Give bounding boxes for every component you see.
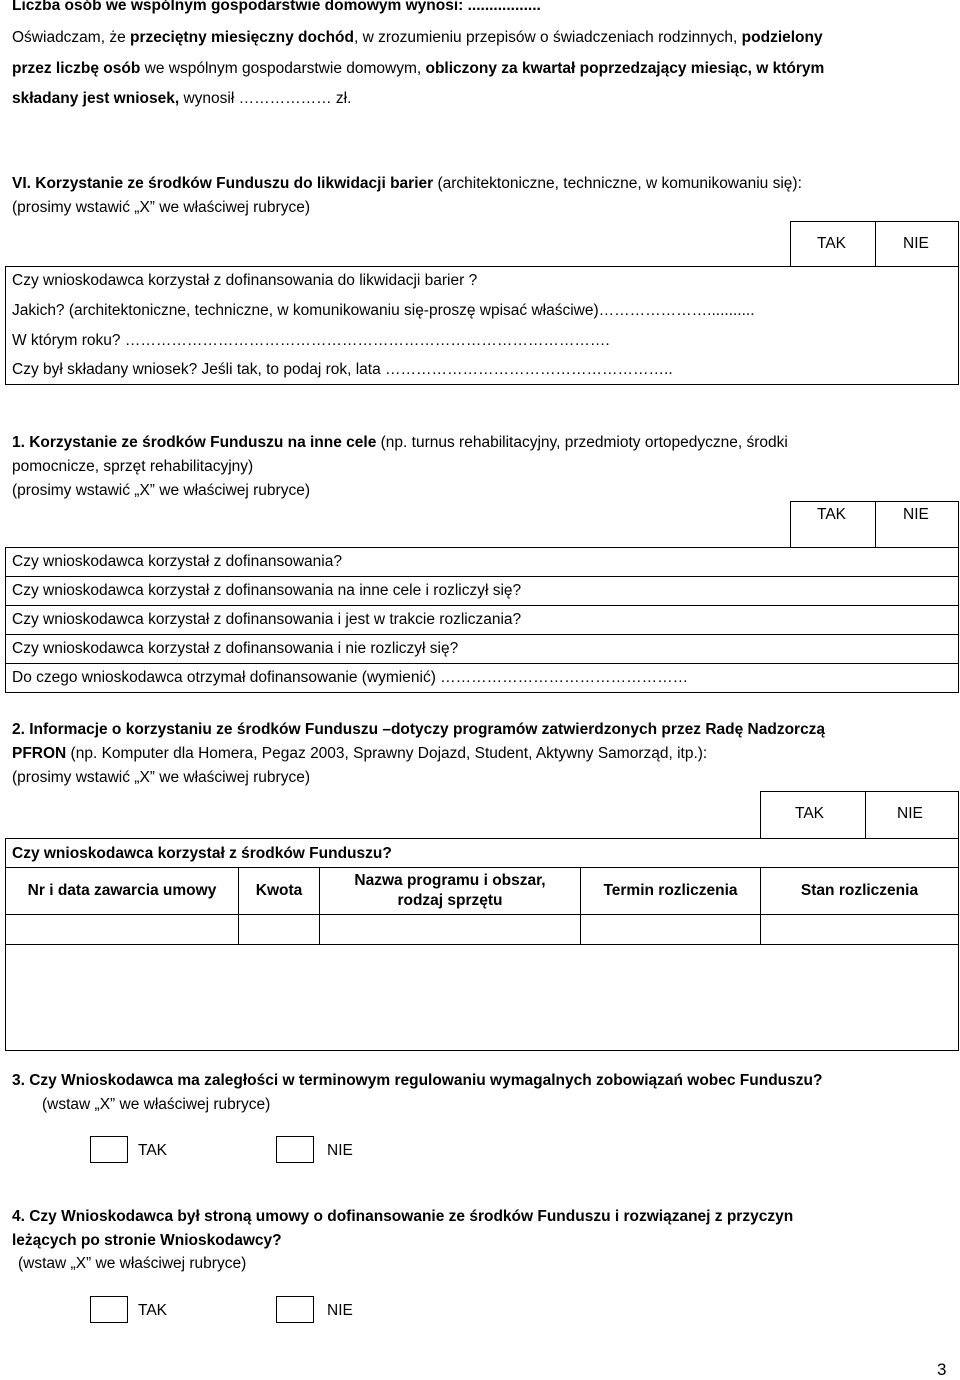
table-line — [5, 944, 959, 945]
table-line — [958, 221, 959, 385]
section1-title — [12, 434, 954, 452]
tak-label: TAK — [138, 1302, 167, 1319]
tak-label: TAK — [817, 506, 846, 523]
income-statement-line1 — [12, 29, 823, 47]
section1-title-line2: pomocnicze, sprzęt rehabilitacyjny) — [12, 458, 254, 475]
table-line — [5, 663, 959, 664]
question-row: Czy wnioskodawca korzystał z dofinansowania i jest w trakcie rozliczania? — [12, 611, 522, 628]
nie-label: NIE — [903, 235, 929, 252]
section6-title — [12, 175, 802, 193]
section6-instruction: (prosimy wstawić „X” we właściwej rubryce) — [12, 199, 310, 216]
table-line — [5, 1050, 959, 1051]
table-line — [5, 547, 6, 693]
table-line — [865, 791, 866, 839]
barrier-question: Czy wnioskodawca korzystał z dofinansowania do likwidacji barier ? — [12, 272, 478, 289]
text-bold: składany jest wniosek, — [12, 90, 180, 107]
tak-label: TAK — [138, 1142, 167, 1159]
text-bold: przez liczbę osób — [12, 60, 141, 77]
table-line — [238, 867, 239, 945]
household-size-line: Liczba osób we wspólnym gospodarstwie domowym wynosi: ................. — [12, 0, 541, 14]
text-bold: 1. Korzystanie ze środków Funduszu na inne cele — [12, 434, 377, 451]
table-line — [5, 914, 959, 915]
nie-label: NIE — [327, 1142, 353, 1159]
text: Oświadczam, że — [12, 29, 131, 46]
text: (np. turnus rehabilitacyjny, przedmioty ortopedyczne, środki — [376, 434, 788, 451]
tak-checkbox[interactable] — [90, 1296, 128, 1323]
section3-instruction: (wstaw „X” we właściwej rubryce) — [42, 1096, 271, 1113]
table-line — [790, 221, 791, 267]
table-line — [5, 384, 959, 385]
table-line — [760, 791, 959, 792]
table-line — [958, 791, 959, 1051]
table-line — [760, 791, 761, 839]
question-row: Do czego wnioskodawca otrzymał dofinansowanie (wymienić) ………………………………………… — [12, 669, 689, 686]
nie-label: NIE — [327, 1302, 353, 1319]
text-bold: VI. Korzystanie ze środków Funduszu do likwidacji barier — [12, 175, 434, 192]
text-bold: obliczony za kwartał poprzedzający miesiąc, w którym — [425, 60, 825, 77]
barrier-type-question: Jakich? (architektoniczne, techniczne, w komunikowaniu się-proszę wpisać właściwe)…………………........... — [12, 302, 755, 319]
section4-title: 4. Czy Wnioskodawca był stroną umowy o dofinansowanie ze środków Funduszu i rozwiązanej z przyczyn — [12, 1208, 794, 1225]
column-header-amount: Kwota — [255, 882, 303, 899]
fund-question: Czy wnioskodawca korzystał z środków Funduszu? — [12, 845, 392, 862]
nie-label: NIE — [903, 506, 929, 523]
text: (np. Komputer dla Homera, Pegaz 2003, Sprawny Dojazd, Student, Aktywny Samorząd, itp.): — [66, 745, 708, 762]
table-line — [319, 867, 320, 945]
column-header-program: Nazwa programu i obszar, rodzaj sprzętu — [354, 872, 546, 909]
table-line — [5, 266, 6, 385]
table-line — [5, 634, 959, 635]
income-statement-line2 — [12, 60, 824, 78]
table-line — [5, 838, 959, 839]
section3-title: 3. Czy Wnioskodawca ma zaległości w terminowym regulowaniu wymagalnych zobowiązań wobec Funduszu? — [12, 1072, 823, 1089]
section4-title-line2: leżących po stronie Wnioskodawcy? — [12, 1232, 282, 1249]
tak-label: TAK — [817, 235, 846, 252]
table-line — [958, 501, 959, 693]
text-bold: przeciętny miesięczny dochód — [130, 29, 354, 46]
question-row: Czy wnioskodawca korzystał z dofinansowania na inne cele i rozliczył się? — [12, 582, 522, 599]
table-line — [5, 692, 959, 693]
table-line — [5, 547, 959, 548]
table-line — [5, 266, 959, 267]
text: we wspólnym gospodarstwie domowym, — [140, 60, 426, 77]
table-line — [580, 867, 581, 945]
page-number: 3 — [937, 1360, 947, 1379]
table-line — [5, 867, 959, 868]
nie-checkbox[interactable] — [276, 1136, 314, 1163]
barrier-year-question: W którym roku? …………………………………………………………………………………. — [12, 332, 610, 349]
table-line — [875, 501, 876, 548]
text: (architektoniczne, techniczne, w komunikowaniu się): — [433, 175, 802, 192]
table-line — [875, 221, 876, 267]
section2-title-line2 — [12, 745, 707, 763]
nie-checkbox[interactable] — [276, 1296, 314, 1323]
column-header-status: Stan rozliczenia — [800, 882, 919, 899]
table-line — [760, 867, 761, 945]
text-bold: podzielony — [741, 29, 823, 46]
table-line — [5, 838, 6, 1051]
table-line — [790, 501, 791, 548]
question-row: Czy wnioskodawca korzystał z dofinansowania? — [12, 553, 342, 570]
tak-label: TAK — [795, 805, 824, 822]
table-line — [5, 576, 959, 577]
text: , w zrozumieniu przepisów o świadczeniach rodzinnych, — [353, 29, 742, 46]
section1-instruction: (prosimy wstawić „X” we właściwej rubryce) — [12, 482, 310, 499]
section2-instruction: (prosimy wstawić „X” we właściwej rubryce) — [12, 769, 310, 786]
section2-title: 2. Informacje o korzystaniu ze środków Funduszu –dotyczy programów zatwierdzonych przez Radę Nadzorczą — [12, 721, 826, 738]
question-row: Czy wnioskodawca korzystał z dofinansowania i nie rozliczył się? — [12, 640, 459, 657]
text-bold: PFRON — [12, 745, 67, 762]
nie-label: NIE — [897, 805, 923, 822]
barrier-application-question: Czy był składany wniosek? Jeśli tak, to podaj rok, lata ……………………………………………….. — [12, 361, 673, 378]
text: wynosił ……………… zł. — [179, 90, 352, 107]
column-header-deadline: Termin rozliczenia — [603, 882, 738, 899]
table-line — [5, 605, 959, 606]
income-statement-line3 — [12, 90, 351, 108]
column-header-contract: Nr i data zawarcia umowy — [27, 882, 217, 899]
tak-checkbox[interactable] — [90, 1136, 128, 1163]
section4-instruction: (wstaw „X” we właściwej rubryce) — [18, 1255, 247, 1272]
